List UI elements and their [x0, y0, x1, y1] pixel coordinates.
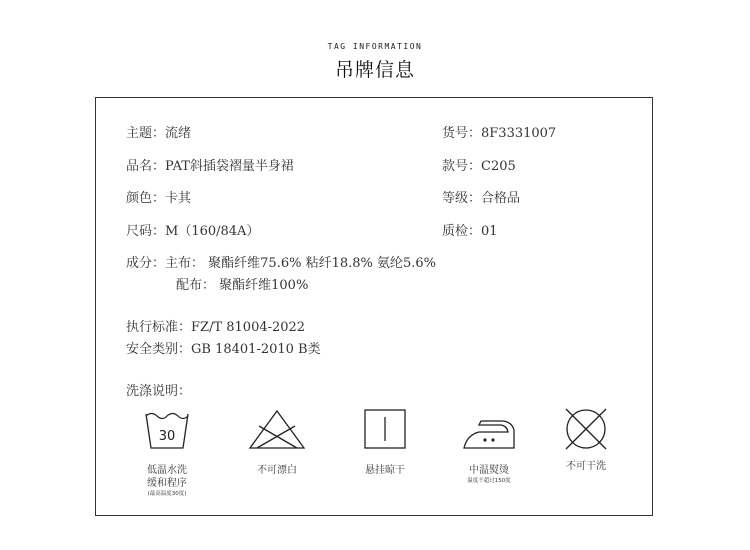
theme-value: 流绪 [165, 126, 192, 141]
qc-row [442, 220, 498, 239]
iron-caption-note: 温度不超过150度 [467, 478, 511, 484]
do-not-dry-clean-icon [561, 404, 611, 454]
care-item-dry [350, 408, 420, 477]
wash-temp-text: 30 [158, 429, 176, 444]
theme-label: 主题： [126, 126, 166, 141]
grade-row [442, 187, 520, 206]
tag-info-box [95, 97, 653, 516]
care-title: 洗涤说明： [126, 384, 192, 399]
iron-medium-icon [459, 408, 519, 450]
safety-value: GB 18401-2010 B类 [191, 342, 321, 357]
standard-row [126, 316, 305, 335]
item-no-row [442, 122, 556, 141]
item-no-value: 8F3331007 [481, 126, 557, 141]
style-row [442, 155, 516, 174]
care-item-wash [132, 408, 202, 499]
wash-caption-2: 缓和程序 [147, 478, 187, 489]
grade-label: 等级： [442, 191, 482, 206]
wash-caption-1: 低温水洗 [147, 465, 187, 476]
wash-30-icon [142, 408, 192, 450]
size-value: M（160/84A） [165, 224, 260, 239]
item-no-label: 货号： [442, 126, 482, 141]
wash-caption-note: (最高温度30度) [147, 491, 187, 497]
size-row [126, 220, 259, 239]
size-label: 尺码： [126, 224, 166, 239]
color-label: 颜色： [126, 191, 166, 206]
style-label: 款号： [442, 159, 482, 174]
care-item-dry-clean [551, 408, 621, 473]
name-value: PAT斜插袋褶量半身裙 [165, 159, 294, 174]
safety-row [126, 338, 321, 357]
iron-caption: 中温熨烫 [469, 465, 509, 476]
safety-label: 安全类别： [126, 342, 192, 357]
dry-caption: 悬挂晾干 [365, 465, 405, 476]
header-title: 吊牌信息 [334, 59, 415, 81]
line-dry-icon [362, 408, 408, 450]
composition-label: 成分： [126, 256, 166, 271]
composition-row [126, 252, 436, 271]
composition-main: 主布： 聚酯纤维75.6% 粘纤18.8% 氨纶5.6% [165, 256, 437, 271]
standard-label: 执行标准： [126, 320, 192, 335]
grade-value: 合格品 [481, 191, 521, 206]
color-row [126, 187, 191, 206]
name-row [126, 155, 294, 174]
dry-clean-caption: 不可干洗 [566, 461, 606, 472]
header-subtitle: TAG INFORMATION [327, 42, 423, 51]
color-value: 卡其 [165, 191, 192, 206]
name-label: 品名： [126, 159, 166, 174]
do-not-bleach-icon [247, 408, 307, 450]
theme-row [126, 122, 191, 141]
qc-value: 01 [481, 224, 498, 239]
style-value: C205 [481, 159, 516, 174]
composition-lining: 配布： 聚酯纤维100% [176, 278, 309, 293]
standard-value: FZ/T 81004-2022 [191, 320, 306, 335]
care-item-iron [454, 408, 524, 486]
bleach-caption: 不可漂白 [257, 465, 297, 476]
care-item-bleach [242, 408, 312, 477]
qc-label: 质检： [442, 224, 482, 239]
